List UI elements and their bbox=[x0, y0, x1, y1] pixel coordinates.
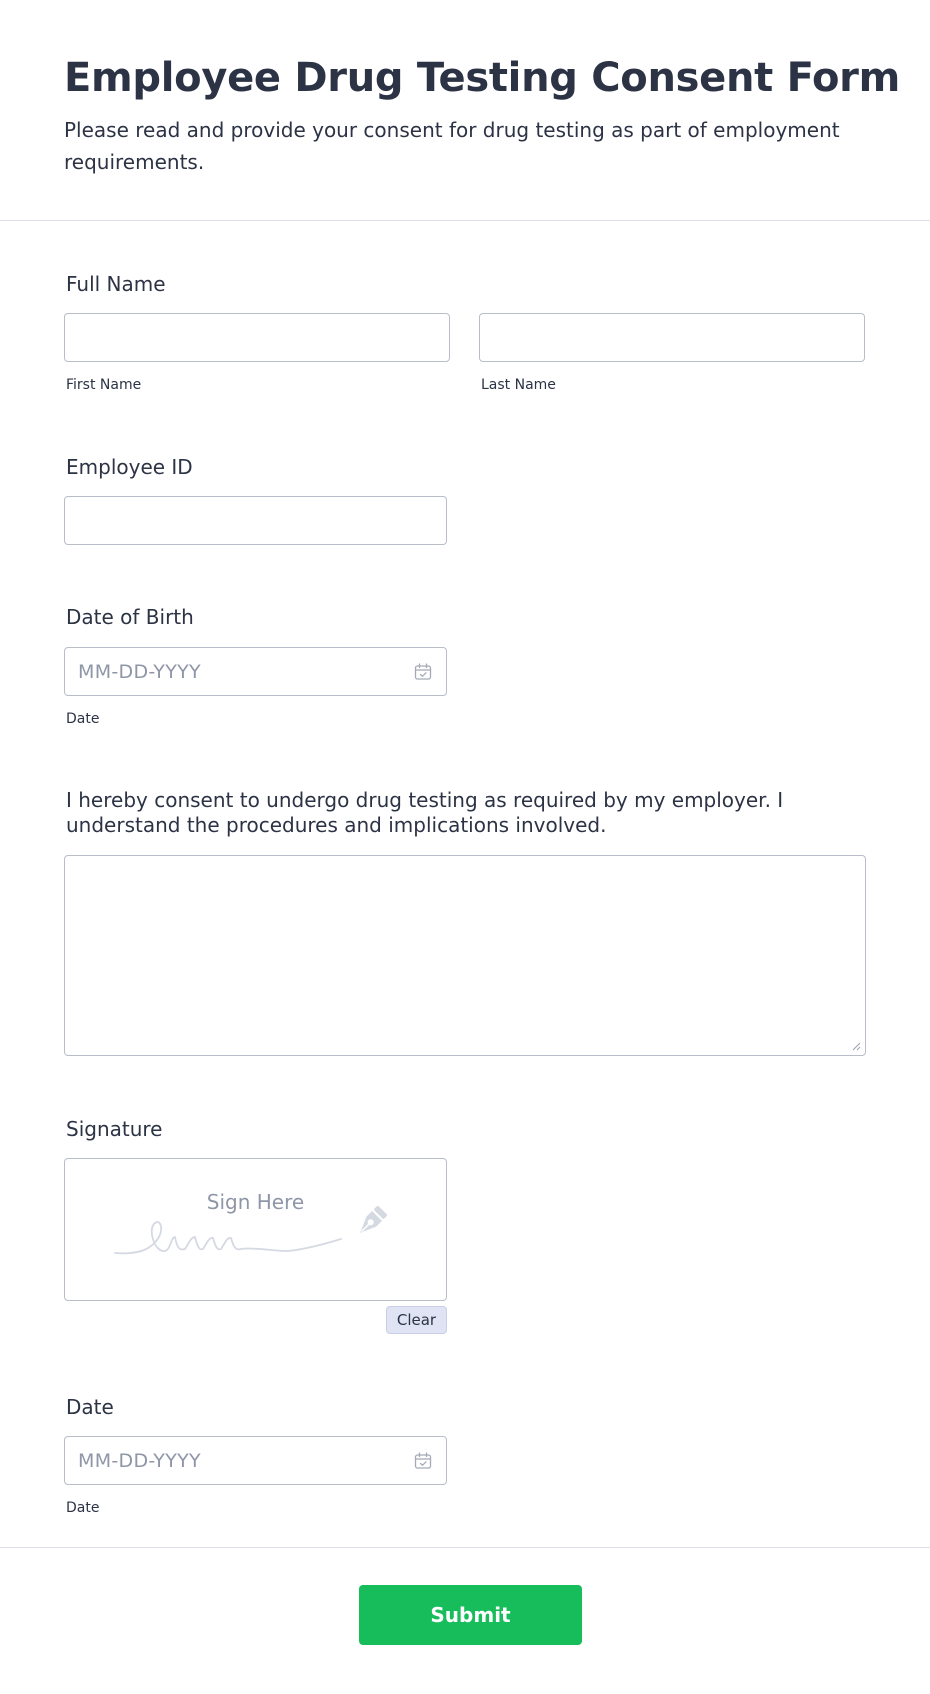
consent-label: I hereby consent to undergo drug testing as required by my employer. I understand the procedures and implications involved. bbox=[66, 788, 784, 837]
signature-label: Signature bbox=[66, 1117, 163, 1141]
footer-divider bbox=[0, 1547, 930, 1548]
last-name-input[interactable] bbox=[479, 313, 865, 362]
calendar-icon[interactable] bbox=[413, 1451, 433, 1471]
resize-grip-icon[interactable] bbox=[852, 1042, 861, 1051]
first-name-input[interactable] bbox=[64, 313, 450, 362]
submit-button[interactable]: Submit bbox=[359, 1585, 582, 1645]
signature-placeholder: Sign Here bbox=[206, 1190, 305, 1214]
pen-nib-icon bbox=[348, 1201, 392, 1245]
form-header bbox=[64, 50, 900, 178]
date-label: Date bbox=[66, 1395, 114, 1419]
dob-placeholder: MM-DD-YYYY bbox=[78, 661, 201, 683]
header-divider bbox=[0, 220, 930, 221]
date-placeholder: MM-DD-YYYY bbox=[78, 1450, 201, 1472]
clear-signature-button[interactable]: Clear bbox=[386, 1306, 447, 1334]
dob-input[interactable] bbox=[64, 647, 447, 696]
date-sublabel: Date bbox=[66, 1500, 100, 1516]
calendar-icon[interactable] bbox=[413, 662, 433, 682]
consent-textarea[interactable] bbox=[64, 855, 866, 1056]
dob-sublabel: Date bbox=[66, 711, 100, 727]
employee-id-input[interactable] bbox=[64, 496, 447, 545]
last-name-sublabel: Last Name bbox=[481, 377, 556, 393]
form-title: Employee Drug Testing Consent Form bbox=[64, 55, 900, 101]
date-input[interactable] bbox=[64, 1436, 447, 1485]
employee-id-label: Employee ID bbox=[66, 455, 193, 479]
form-subtitle: Please read and provide your consent for drug testing as part of employment requirements. bbox=[64, 118, 840, 174]
full-name-label: Full Name bbox=[66, 272, 166, 296]
dob-label: Date of Birth bbox=[66, 605, 194, 629]
signature-pad[interactable] bbox=[64, 1158, 447, 1301]
first-name-sublabel: First Name bbox=[66, 377, 142, 393]
